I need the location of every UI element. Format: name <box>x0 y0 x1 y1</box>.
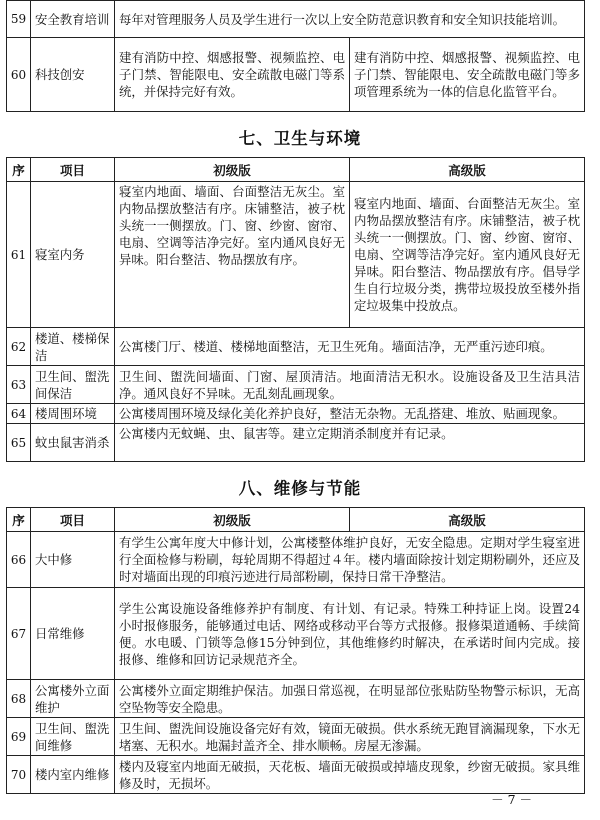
header-basic: 初级版 <box>115 508 350 532</box>
header-advanced: 高级版 <box>350 158 585 182</box>
table-row <box>7 680 585 718</box>
row-basic: 寝室内地面、墙面、台面整洁无灰尘。室内物品摆放整洁有序。床铺整洁，被子枕头统一一侧摆放。门、窗、纱窗、窗帘、电扇、空调等洁净完好。室内通风良好无异味。阳台整洁、物品摆放有序。 <box>115 182 350 328</box>
table-row <box>7 182 585 328</box>
row-requirement: 有学生公寓年度大中修计划，公寓楼整体维护良好，无安全隐患。定期对学生寝室进行全面检修与粉刷，每轮周期不得超过４年。楼内墙面除按计划定期粉刷外，还应及时对墙面出现的印痕污迹进行局部粉刷，保持日常干净整洁。 <box>115 532 585 588</box>
table-hygiene <box>6 157 585 462</box>
row-requirement: 公寓楼门厅、楼道、楼梯地面整洁，无卫生死角。墙面洁净，无严重污迹印痕。 <box>115 328 585 366</box>
row-item: 科技创安 <box>31 38 115 112</box>
row-advanced: 寝室内地面、墙面、台面整洁无灰尘。室内物品摆放整洁有序。床铺整洁，被子枕头统一一侧摆放。门、窗、纱窗、窗帘、电扇、空调等洁净完好。室内通风良好无异味。阳台整洁、物品摆放有序。倡导学生自行垃圾分类，携带垃圾投放至楼外指定垃圾集中投放点。 <box>350 182 585 328</box>
row-number: 69 <box>7 718 31 756</box>
table-row <box>7 756 585 794</box>
row-number: 61 <box>7 182 31 328</box>
row-requirement: 卫生间、盥洗间墙面、门窗、屋顶清洁。地面清洁无积水。设施设备及卫生洁具洁净。通风良好不异味。无乱刻乱画现象。 <box>115 366 585 404</box>
header-seq: 序 <box>7 158 31 182</box>
table-row <box>7 38 585 112</box>
row-item: 日常维修 <box>31 588 115 680</box>
table-row <box>7 718 585 756</box>
row-item: 蚊虫鼠害消杀 <box>31 424 115 462</box>
row-item: 大中修 <box>31 532 115 588</box>
row-requirement: 公寓楼外立面定期维护保洁。加强日常巡视，在明显部位张贴防坠物警示标识，无高空坠物等安全隐患。 <box>115 680 585 718</box>
row-requirement: 公寓楼内无蚊蝇、虫、鼠害等。建立定期消杀制度并有记录。 <box>115 424 585 462</box>
table-row <box>7 1 585 38</box>
row-number: 66 <box>7 532 31 588</box>
row-basic: 建有消防中控、烟感报警、视频监控、电子门禁、智能限电、安全疏散电磁门等系统，并保持完好有效。 <box>115 38 350 112</box>
row-item: 寝室内务 <box>31 182 115 328</box>
row-item: 楼内室内维修 <box>31 756 115 794</box>
row-number: 70 <box>7 756 31 794</box>
row-number: 60 <box>7 38 31 112</box>
table-row <box>7 366 585 404</box>
header-basic: 初级版 <box>115 158 350 182</box>
row-item: 公寓楼外立面维护 <box>31 680 115 718</box>
header-item: 项目 <box>31 158 115 182</box>
row-number: 67 <box>7 588 31 680</box>
table-row <box>7 404 585 424</box>
table-row <box>7 328 585 366</box>
table-row <box>7 588 585 680</box>
section-title-hygiene: 七、卫生与环境 <box>238 129 362 148</box>
row-requirement: 每年对管理服务人员及学生进行一次以上安全防范意识教育和安全知识技能培训。 <box>115 1 585 38</box>
table-row <box>7 424 585 462</box>
row-item: 楼道、楼梯保洁 <box>31 328 115 366</box>
table-maintenance <box>6 507 585 794</box>
row-requirement: 学生公寓设施设备维修养护有制度、有计划、有记录。特殊工种持证上岗。设置24小时报修服务，能够通过电话、网络或移动平台等方式报修。报修渠道通畅、手续简便。水电暖、门锁等急修15分钟到位，其他维修约时解决，在承诺时间内完成。接报修、维修和回访记录规范齐全。 <box>115 588 585 680</box>
row-item: 卫生间、盥洗间保洁 <box>31 366 115 404</box>
page-number: － 7 － <box>491 792 532 807</box>
row-requirement: 卫生间、盥洗间设施设备完好有效，镜面无破损。供水系统无跑冒滴漏现象，下水无堵塞、无积水。地漏封盖齐全、排水顺畅。房屋无渗漏。 <box>115 718 585 756</box>
row-number: 64 <box>7 404 31 424</box>
row-number: 63 <box>7 366 31 404</box>
table-top <box>6 0 585 112</box>
table-header-row <box>7 508 585 532</box>
row-item: 卫生间、盥洗间维修 <box>31 718 115 756</box>
row-number: 59 <box>7 1 31 38</box>
row-number: 68 <box>7 680 31 718</box>
header-seq: 序 <box>7 508 31 532</box>
row-advanced: 建有消防中控、烟感报警、视频监控、电子门禁、智能限电、安全疏散电磁门等多项管理系统为一体的信息化监管平台。 <box>350 38 585 112</box>
row-requirement: 楼内及寝室内地面无破损，天花板、墙面无破损或掉墙皮现象，纱窗无破损。家具维修及时，无损坏。 <box>115 756 585 794</box>
row-item: 楼周围环境 <box>31 404 115 424</box>
table-header-row <box>7 158 585 182</box>
table-row <box>7 532 585 588</box>
header-item: 项目 <box>31 508 115 532</box>
row-number: 65 <box>7 424 31 462</box>
section-title-maintenance: 八、维修与节能 <box>238 479 362 498</box>
row-number: 62 <box>7 328 31 366</box>
header-advanced: 高级版 <box>350 508 585 532</box>
row-item: 安全教育培训 <box>31 1 115 38</box>
row-requirement: 公寓楼周围环境及绿化美化养护良好，整洁无杂物。无乱搭建、堆放、贴画现象。 <box>115 404 585 424</box>
